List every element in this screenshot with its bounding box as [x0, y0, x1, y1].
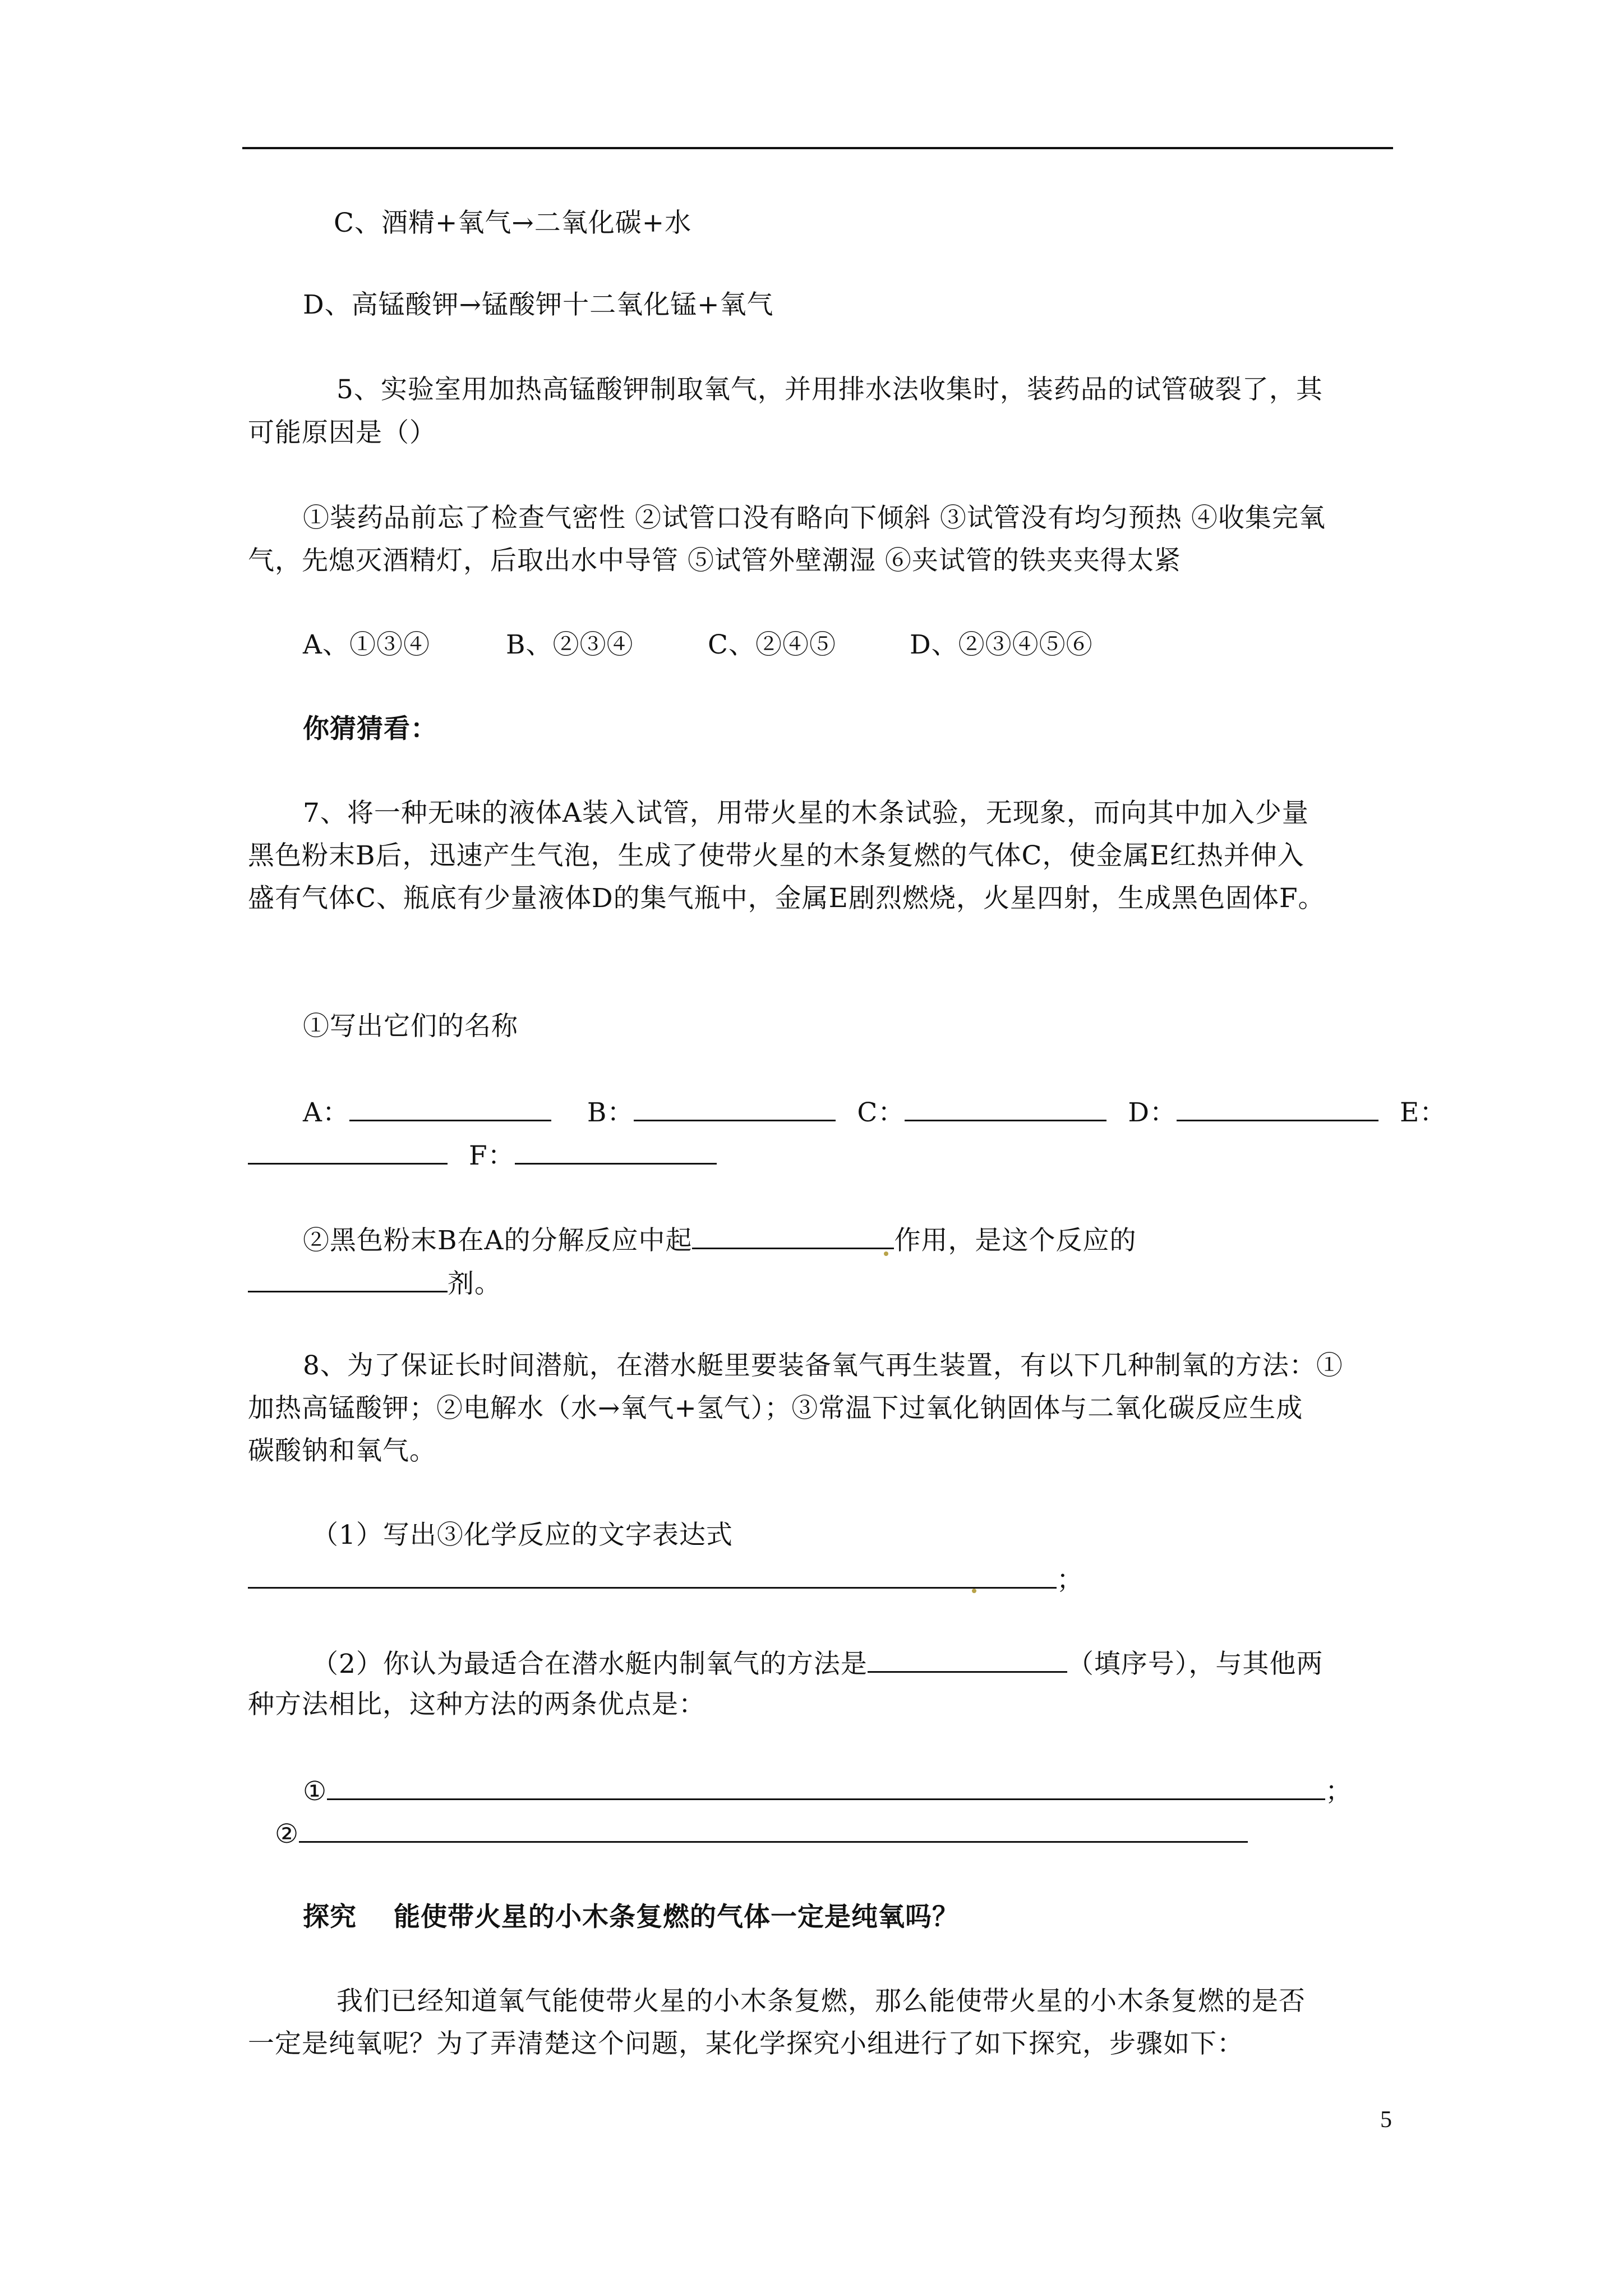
question-7-sub-1: ①写出它们的名称: [303, 1011, 518, 1042]
semicolon-2: ；: [1325, 1776, 1353, 1807]
answer-blank-method[interactable]: [868, 1645, 1067, 1673]
sub-2-text-b: 作用，是这个反应的: [894, 1225, 1137, 1256]
question-8-line-2: 加热高锰酸钾；②电解水（水→氧气+氢气）；③常温下过氧化钠固体与二氧化碳反应生成: [248, 1393, 1303, 1424]
blank-row-names: [303, 1094, 1446, 1130]
question-5-line-1: 5、实验室用加热高锰酸钾制取氧气，并用排水法收集时，装药品的试管破裂了，其: [336, 374, 1323, 405]
semicolon-1: ；: [1057, 1565, 1083, 1595]
answer-blank-c[interactable]: [905, 1094, 1106, 1121]
question-8-line-3: 碳酸钠和氧气。: [248, 1435, 436, 1466]
advantage-1-marker: ①: [303, 1776, 328, 1807]
scan-speck: [884, 1251, 888, 1256]
question-7-line-1: 7、将一种无味的液体A装入试管，用带火星的木条试验，无现象，而向其中加入少量: [303, 798, 1309, 829]
question-7-sub-2-line-2: [248, 1265, 501, 1301]
label-f: F：: [468, 1140, 515, 1171]
label-b: B：: [587, 1097, 634, 1128]
answer-option-a: A、①③④: [303, 629, 430, 660]
answer-blank-d[interactable]: [1177, 1094, 1378, 1121]
label-c: C：: [857, 1097, 905, 1128]
answer-blank-advantage-2[interactable]: [299, 1815, 1248, 1843]
label-e: E：: [1399, 1097, 1447, 1128]
advantage-2-marker: ②: [275, 1819, 299, 1849]
question-7-sub-2: [303, 1222, 1136, 1258]
sub-2-text-c: 剂。: [448, 1268, 501, 1299]
answer-blank-role[interactable]: [692, 1222, 894, 1249]
sub-8-2-text-b: （填序号），与其他两: [1067, 1649, 1324, 1680]
question-8-sub-1: （1）写出③化学反应的文字表达式: [312, 1520, 733, 1550]
explore-heading: [303, 1901, 959, 1934]
label-a: A：: [303, 1097, 349, 1128]
question-7-line-3: 盛有气体C、瓶底有少量液体D的集气瓶中，金属E剧烈燃烧，火星四射，生成黑色固体F。: [248, 883, 1325, 914]
question-7-line-2: 黑色粉末B后，迅速产生气泡，生成了使带火星的木条复燃的气体C，使金属E红热并伸入: [248, 840, 1304, 871]
answer-blank-advantage-1[interactable]: [327, 1773, 1325, 1800]
sub-2-text-a: ②黑色粉末B在A的分解反应中起: [303, 1225, 693, 1256]
question-8-sub-2-line-2: 种方法相比，这种方法的两条优点是：: [248, 1689, 706, 1720]
explore-text-line-1: 我们已经知道氧气能使带火星的小木条复燃，那么能使带火星的小木条复燃的是否: [336, 1986, 1306, 2017]
question-5-line-2: 可能原因是（）: [248, 417, 436, 448]
scan-speck-2: [972, 1589, 976, 1593]
answer-option-b: B、②③④: [506, 629, 634, 660]
option-c-line: C、酒精+氧气→二氧化碳+水: [334, 208, 692, 238]
question-5-cause-line-2: 气，先熄灭酒精灯，后取出水中导管 ⑤试管外壁潮湿 ⑥夹试管的铁夹夹得太紧: [248, 545, 1181, 576]
section-heading-guess: 你猜猜看：: [303, 714, 437, 744]
explore-text-line-2: 一定是纯氧呢？为了弄清楚这个问题，某化学探究小组进行了如下探究，步骤如下：: [248, 2028, 1244, 2059]
option-d-line: D、高锰酸钾→锰酸钾十二氧化锰+氧气: [303, 289, 774, 320]
answer-blank-agent[interactable]: [248, 1265, 448, 1292]
explore-label: 探究: [303, 1902, 357, 1932]
blank-row-names-2: [248, 1137, 717, 1173]
answer-blank-a[interactable]: [349, 1094, 551, 1121]
answer-option-d: D、②③④⑤⑥: [910, 629, 1093, 660]
answer-blank-f[interactable]: [515, 1137, 717, 1165]
answer-option-c: C、②④⑤: [708, 629, 836, 660]
question-8-sub-1-answer: [248, 1561, 1083, 1597]
explore-title: 能使带火星的小木条复燃的气体一定是纯氧吗？: [394, 1902, 959, 1932]
question-5-cause-line-1: ①装药品前忘了检查气密性 ②试管口没有略向下倾斜 ③试管没有均匀预热 ④收集完氧: [303, 503, 1326, 533]
answer-blank-b[interactable]: [634, 1094, 836, 1121]
page-number: 5: [1380, 2107, 1392, 2133]
advantage-1-row: [303, 1773, 1352, 1809]
question-8-sub-2: [312, 1645, 1323, 1681]
label-d: D：: [1128, 1097, 1177, 1128]
answer-blank-e[interactable]: [248, 1137, 448, 1165]
answer-blank-equation[interactable]: [248, 1561, 1057, 1589]
sub-8-2-text-a: （2）你认为最适合在潜水艇内制氧气的方法是: [312, 1649, 868, 1680]
advantage-2-row: [275, 1815, 1248, 1851]
question-8-line-1: 8、为了保证长时间潜航，在潜水艇里要装备氧气再生装置，有以下几种制氧的方法：①: [303, 1350, 1343, 1381]
header-rule: [242, 147, 1393, 149]
